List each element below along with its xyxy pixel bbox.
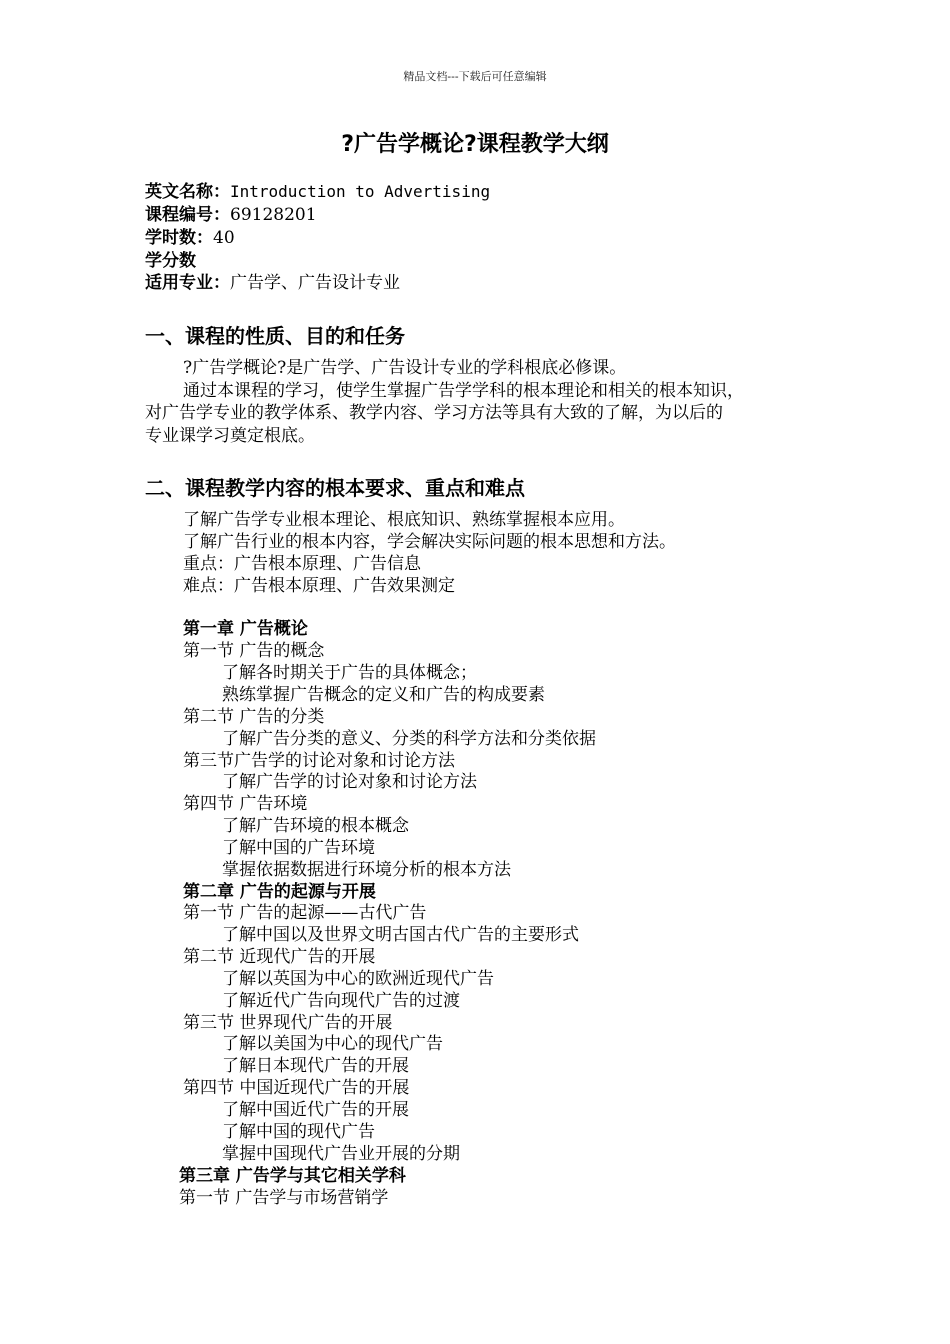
chapter3-section1: 第一节 广告学与市场营销学 bbox=[179, 1188, 389, 1208]
document-title: ?广告学概论?课程教学大纲 bbox=[341, 132, 609, 157]
section1-paragraph2-line2: 对广告学专业的教学体系、教学内容、学习方法等具有大致的了解，为以后的 bbox=[145, 403, 723, 423]
chapter1-section1: 第一节 广告的概念 bbox=[183, 641, 325, 661]
chapter1-section4-item1: 了解广告环境的根本概念 bbox=[222, 816, 409, 836]
difficult-points: 难点：广告根本原理、广告效果测定 bbox=[183, 576, 455, 596]
chapter1-section1-item2: 熟练掌握广告概念的定义和广告的构成要素 bbox=[222, 685, 545, 705]
chapter2-section3: 第三节 世界现代广告的开展 bbox=[183, 1013, 393, 1033]
chapter2-section4-item1: 了解中国近代广告的开展 bbox=[222, 1100, 409, 1120]
requirement-1: 了解广告学专业根本理论、根底知识、熟练掌握根本应用。 bbox=[183, 510, 625, 530]
requirement-2: 了解广告行业的根本内容，学会解决实际问题的根本思想和方法。 bbox=[183, 532, 676, 552]
chapter1-section2-item1: 了解广告分类的意义、分类的科学方法和分类依据 bbox=[222, 729, 596, 749]
hours-label: 学时数： bbox=[145, 228, 213, 248]
chapter2-section4: 第四节 中国近现代广告的开展 bbox=[183, 1078, 410, 1098]
english-name-row bbox=[145, 181, 490, 203]
section2-heading: 二、课程教学内容的根本要求、重点和难点 bbox=[145, 476, 525, 500]
chapter1-section4-item2: 了解中国的广告环境 bbox=[222, 838, 375, 858]
chapter2-title: 第二章 广告的起源与开展 bbox=[183, 882, 376, 902]
course-code-label: 课程编号： bbox=[145, 205, 230, 225]
chapter1-section3-item1: 了解广告学的讨论对象和讨论方法 bbox=[222, 772, 477, 792]
major-label: 适用专业： bbox=[145, 273, 230, 293]
section1-paragraph2-line3: 专业课学习奠定根底。 bbox=[145, 426, 315, 446]
section1-paragraph2-line1: 通过本课程的学习，使学生掌握广告学学科的根本理论和相关的根本知识， bbox=[183, 381, 744, 401]
key-points: 重点：广告根本原理、广告信息 bbox=[183, 554, 421, 574]
chapter2-section3-item1: 了解以美国为中心的现代广告 bbox=[222, 1034, 443, 1054]
course-code-row bbox=[145, 204, 317, 226]
hours-value: 40 bbox=[213, 228, 235, 248]
chapter2-section1: 第一节 广告的起源——古代广告 bbox=[183, 903, 427, 923]
chapter2-section1-item1: 了解中国以及世界文明古国古代广告的主要形式 bbox=[222, 925, 579, 945]
chapter1-section4-item3: 掌握依据数据进行环境分析的根本方法 bbox=[222, 860, 511, 880]
chapter2-section2-item1: 了解以英国为中心的欧洲近现代广告 bbox=[222, 969, 494, 989]
chapter1-section3: 第三节广告学的讨论对象和讨论方法 bbox=[183, 751, 455, 771]
section1-heading: 一、课程的性质、目的和任务 bbox=[145, 324, 405, 348]
chapter2-section2: 第二节 近现代广告的开展 bbox=[183, 947, 376, 967]
chapter1-section4: 第四节 广告环境 bbox=[183, 794, 308, 814]
credits-row bbox=[145, 250, 196, 272]
hours-row bbox=[145, 227, 235, 249]
chapter1-title: 第一章 广告概论 bbox=[183, 619, 308, 639]
english-name-value: Introduction to Advertising bbox=[230, 182, 491, 201]
chapter1-section2: 第二节 广告的分类 bbox=[183, 707, 325, 727]
section1-paragraph1: ?广告学概论?是广告学、广告设计专业的学科根底必修课。 bbox=[183, 358, 627, 378]
chapter2-section4-item3: 掌握中国现代广告业开展的分期 bbox=[222, 1144, 460, 1164]
chapter2-section2-item2: 了解近代广告向现代广告的过渡 bbox=[222, 991, 460, 1011]
page-header: 精品文档---下载后可任意编辑 bbox=[403, 70, 547, 83]
course-code-value: 69128201 bbox=[230, 205, 317, 225]
credits-label: 学分数 bbox=[145, 251, 196, 271]
major-row bbox=[145, 272, 400, 294]
major-value: 广告学、广告设计专业 bbox=[230, 273, 400, 293]
chapter2-section4-item2: 了解中国的现代广告 bbox=[222, 1122, 375, 1142]
chapter1-section1-item1: 了解各时期关于广告的具体概念； bbox=[222, 663, 477, 683]
english-name-label: 英文名称： bbox=[145, 182, 230, 202]
chapter3-title: 第三章 广告学与其它相关学科 bbox=[179, 1166, 406, 1186]
chapter2-section3-item2: 了解日本现代广告的开展 bbox=[222, 1056, 409, 1076]
